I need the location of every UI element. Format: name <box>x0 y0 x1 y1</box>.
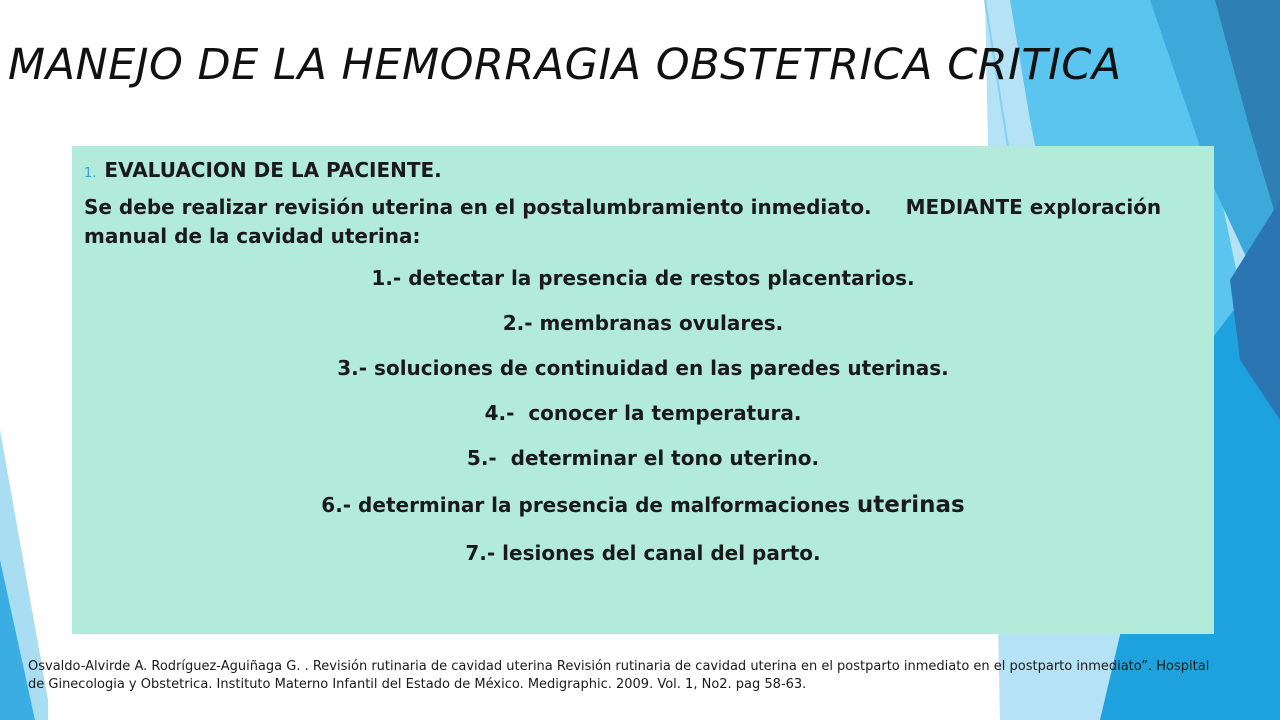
section-heading <box>84 158 1202 182</box>
section-number: 1. <box>84 166 97 181</box>
list-item: 7.- lesiones del canal del parto. <box>465 541 821 565</box>
citation: Osvaldo-Alvirde A. Rodríguez-Aguiñaga G. . Revisión rutinaria de cavidad uterina Revisión rutinaria de cavidad uterina en el postparto inmediato en el postparto inmediato”. Hospital de Ginecologia y Obstetrica. Instituto Materno Infantil del Estado de México. Medigraphic. 2009. Vol. 1, No2. pag 58-63. <box>28 659 1210 692</box>
list-item: 1.- detectar la presencia de restos placentarios. <box>371 266 915 290</box>
step6-emphasis: uterinas <box>856 492 965 518</box>
intro-part2: MEDIANTE exploración manual de la cavidad uterina: <box>84 195 1162 248</box>
slide-title: MANEJO DE LA HEMORRAGIA OBSTETRICA CRITICA <box>8 40 1122 90</box>
section-heading-text: EVALUACION DE LA PACIENTE. <box>104 158 442 182</box>
list-item: 3.- soluciones de continuidad en las paredes uterinas. <box>337 356 949 380</box>
intro-paragraph <box>84 193 1202 251</box>
content-box <box>72 146 1214 634</box>
list-item: 5.- determinar el tono uterino. <box>466 446 820 470</box>
list-item: 4.- conocer la temperatura. <box>484 401 802 425</box>
list-item <box>84 490 1202 538</box>
list-item: 2.- membranas ovulares. <box>502 311 784 335</box>
step6-text: 6.- determinar la presencia de malformaciones <box>321 493 857 517</box>
intro-part1: Se debe realizar revisión uterina en el postalumbramiento inmediato. <box>84 195 872 219</box>
step-list <box>84 263 1202 583</box>
